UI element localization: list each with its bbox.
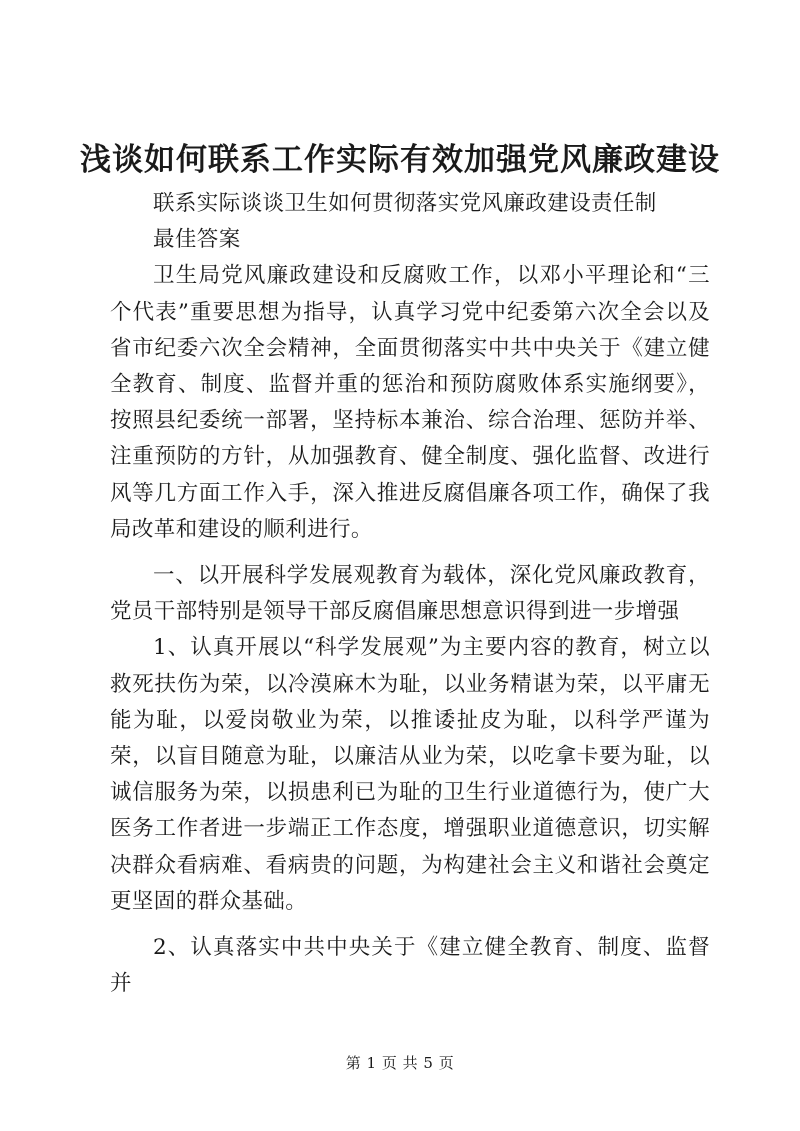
item-two-paragraph: 2、认真落实中共中央关于《建立健全教育、制度、监督并	[110, 935, 710, 997]
page-footer: 第 1 页 共 5 页	[345, 1054, 455, 1072]
intro-paragraph: 卫生局党风廉政建设和反腐败工作，以邓小平理论和“三个代表”重要思想为指导，认真学习党中纪委第六次全会以及省市纪委六次全会精神，全面贯彻落实中共中央关于《建立健全教育、制度、监督并重的惩治和预防腐败体系实施纲要》，按照县纪委统一部署，坚持标本兼治、综合治理、惩防并举、注重预防的方针，从加强教育、健全制度、强化监督、改进行风等几方面工作入手，深入推进反腐倡廉各项工作，确保了我局改革和建设的顺利进行。	[110, 263, 710, 542]
item-one-paragraph: 1、认真开展以“科学发展观”为主要内容的教育，树立以救死扶伤为荣，以冷漠麻木为耻，以业务精谌为荣，以平庸无能为耻，以爱岗敬业为荣，以推诿扯皮为耻，以科学严谨为荣，以盲目随意为耻，以廉洁从业为荣，以吃拿卡要为耻，以诚信服务为荣，以损患利已为耻的卫生行业道德行为，使广大医务工作者进一步端正工作态度，增强职业道德意识，切实解决群众看病难、看病贵的问题，为构建社会主义和谐社会奠定更坚固的群众基础。	[110, 635, 710, 914]
document-title: 浅谈如何联系工作实际有效加强党风廉政建设	[80, 142, 720, 178]
document-body	[110, 186, 710, 1002]
subtitle-paragraph: 联系实际谈谈卫生如何贯彻落实党风廉政建设责任制	[153, 191, 657, 216]
best-answer-label: 最佳答案	[153, 227, 241, 253]
section-heading-one: 一、以开展科学发展观教育为载体，深化党风廉政教育，党员干部特别是领导干部反腐倡廉思想意识得到进一步增强	[110, 563, 710, 625]
